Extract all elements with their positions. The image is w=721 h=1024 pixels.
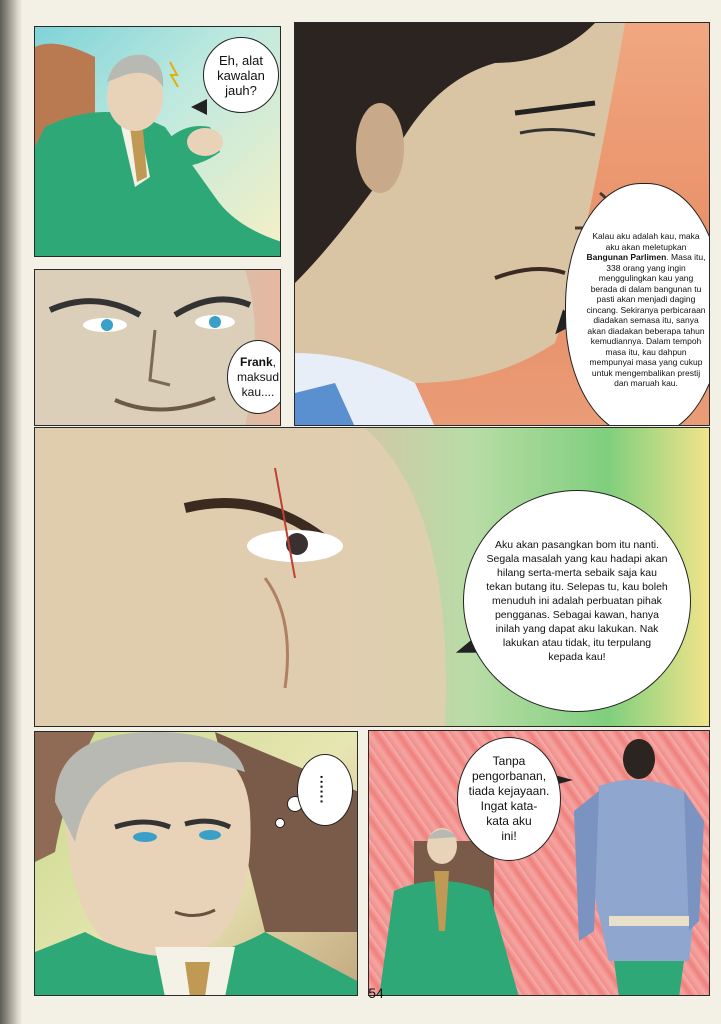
speech-bold-name: Frank: [239, 354, 273, 369]
panel-3: [294, 22, 710, 426]
thought-dot-small: [275, 818, 285, 828]
panel-5: [34, 731, 358, 996]
speech-line: Ingat kata-: [480, 799, 538, 813]
speech-bubble-sacrifice: [457, 737, 561, 861]
thought-bubble-silence: [297, 754, 353, 826]
panel-2: [34, 269, 281, 426]
speech-line: jauh?: [225, 82, 257, 98]
speech-bold-parliament: Bangunan Parlimen: [586, 252, 667, 263]
speech-line: kau....: [241, 384, 275, 399]
speech-bubble-bomb-offer: [463, 490, 691, 712]
page-number: 54: [368, 985, 384, 1001]
book-spine: [0, 0, 22, 1024]
speech-line: kawalan: [217, 67, 265, 83]
speech-bubble-parliament-plan: [565, 183, 710, 426]
speech-text-pre: Kalau aku adalah kau, maka aku akan meletupkan: [592, 231, 700, 252]
panel-1: [34, 26, 281, 257]
speech-line: pengorbanan,: [471, 769, 547, 783]
speech-line: tiada kejayaan.: [468, 784, 550, 798]
thought-dots: ......: [317, 775, 334, 805]
speech-text: [586, 231, 705, 388]
speech-comma: ,: [272, 354, 277, 369]
speech-bubble-remote-question: [203, 37, 279, 113]
panel-6: [368, 730, 710, 996]
speech-line: kata aku: [486, 814, 532, 828]
speech-line: Eh, alat: [218, 52, 264, 68]
speech-text-post: . Masa itu, 338 orang yang ingin menggulingkan kau yang berada di dalam bangunan tu pasti akan menjadi daging cincang. Sekiranya perbicaraan diadakan semasa itu, sanya akan diadakan beberapa tahun kemudiannya. Dalam tempoh masa itu, kau dahpun mempunyai masa yang cukup untuk mengembalikan prestij dan maruah kau.: [586, 252, 706, 389]
speech-line: ini!: [501, 829, 517, 843]
speech-bubble-frank: [227, 340, 281, 414]
speech-line: [237, 355, 279, 370]
speech-line: maksud: [236, 369, 280, 384]
panel-4: [34, 427, 710, 727]
speech-text: Aku akan pasangkan bom itu nanti. Segala masalah yang kau hadapi akan hilang serta-merta sebaik saja kau tekan butang itu. Selepas tu, kau boleh menuduh ini adalah perbuatan pihak pengganas. Sebagai kawan, hanya inilah yang dapat aku lakukan. Nak lakukan atau tidak, itu terpulang kepada kau!: [486, 539, 668, 663]
speech-line: Tanpa: [492, 754, 526, 768]
